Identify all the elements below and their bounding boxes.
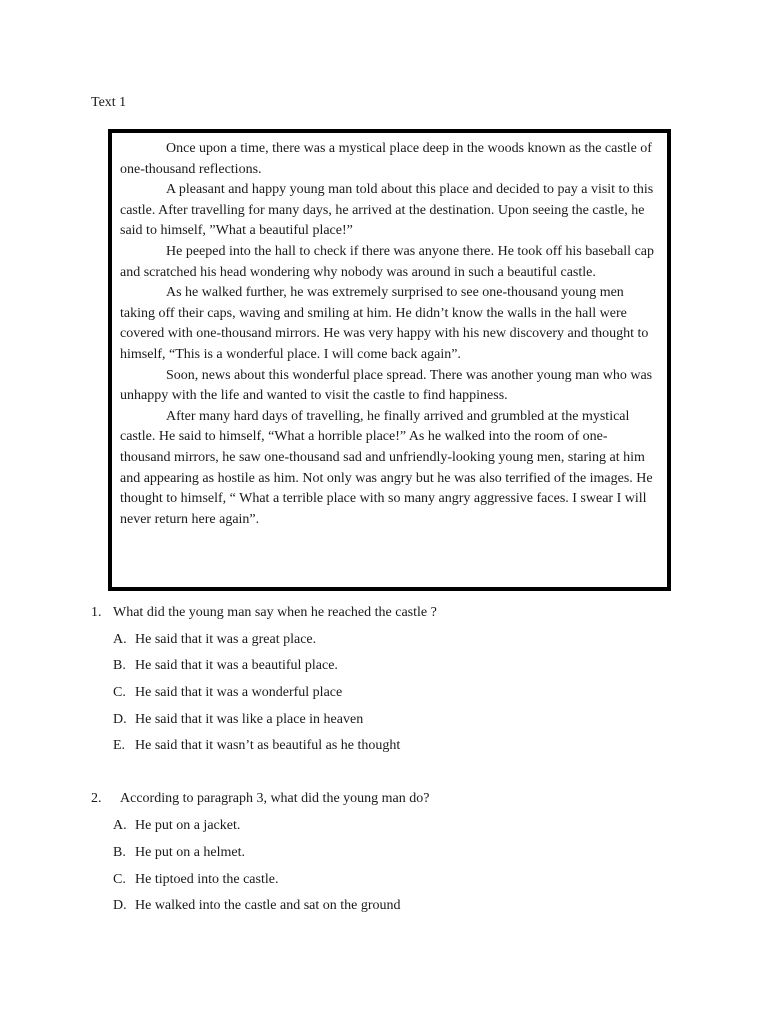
question-number: 2. <box>91 791 102 807</box>
option-letter: B. <box>113 844 126 860</box>
option-text: He put on a jacket. <box>135 818 241 834</box>
option-letter: B. <box>113 658 126 674</box>
question-number: 1. <box>91 605 102 620</box>
option-text: He walked into the castle and sat on the ground <box>135 898 401 914</box>
option-text: He said that it was like a place in heaven <box>135 711 364 727</box>
paragraph-6: After many hard days of travelling, he finally arrived and grumbled at the mystical castle. He said to himself, “What a horrible place!” As he walked into the room of one-thousand mirrors, he saw one-thousand sad and unfriendly-looking young men, staring at him and appearing as hostile as him. Not only was angry but he was also terrified of the images. He thought to himself, “ What a terrible place with so many angry aggressive faces. I swear I will never return here again”. <box>120 408 653 527</box>
option-e[interactable] <box>91 736 711 756</box>
paragraph-2: A pleasant and happy young man told about this place and decided to pay a visit to this castle. After travelling for many days, he arrived at the destination. Upon seeing the castle, he said to himself, ”What a beautiful place!” <box>120 182 654 239</box>
paragraph-5: Soon, news about this wonderful place spread. There was another young man who was unhappy with the life and wanted to visit the castle to find happiness. <box>120 367 653 404</box>
option-letter: A. <box>113 631 127 647</box>
paragraph-4: As he walked further, he was extremely surprised to see one-thousand young men taking off their caps, waving and smiling at him. He didn’t know the walls in the hall were covered with one-thousand mirrors. He was very happy with his new discovery and thought to himself, “This is a wonderful place. I will come back again”. <box>120 285 649 362</box>
question-text: According to paragraph 3, what did the young man do? <box>120 791 430 807</box>
paragraph-1: Once upon a time, there was a mystical place deep in the woods known as the castle of one-thousand reflections. <box>120 141 652 177</box>
question-stem <box>91 603 711 623</box>
option-text: He put on a helmet. <box>135 844 246 860</box>
option-letter: D. <box>113 711 127 727</box>
option-letter: A. <box>113 818 127 834</box>
option-a[interactable] <box>91 816 711 836</box>
question-1 <box>91 603 711 756</box>
question-text: What did the young man say when he reached the castle ? <box>113 605 437 620</box>
option-text: He tiptoed into the castle. <box>135 871 279 887</box>
option-letter: D. <box>113 898 127 914</box>
passage-title: Text 1 <box>91 95 127 110</box>
option-letter: E. <box>113 738 126 754</box>
option-c[interactable] <box>91 683 711 703</box>
option-d[interactable] <box>91 710 711 730</box>
passage-box <box>108 129 671 591</box>
option-b[interactable] <box>91 843 711 863</box>
option-a[interactable] <box>91 630 711 650</box>
option-text: He said that it was a beautiful place. <box>135 658 338 674</box>
option-list <box>91 816 711 916</box>
paragraph-3: He peeped into the hall to check if there was anyone there. He took off his baseball cap and scratched his head wondering why nobody was around in such a beautiful castle. <box>120 243 655 280</box>
option-d[interactable] <box>91 896 711 916</box>
option-text: He said that it was a wonderful place <box>135 685 343 701</box>
question-2 <box>91 789 711 916</box>
option-b[interactable] <box>91 656 711 676</box>
option-letter: C. <box>113 685 126 701</box>
question-stem <box>91 789 711 809</box>
option-c[interactable] <box>91 870 711 890</box>
option-text: He said that it was a great place. <box>135 631 317 647</box>
question-list <box>91 603 711 916</box>
option-list <box>91 630 711 757</box>
option-text: He said that it wasn’t as beautiful as he thought <box>135 738 401 754</box>
option-letter: C. <box>113 871 126 887</box>
